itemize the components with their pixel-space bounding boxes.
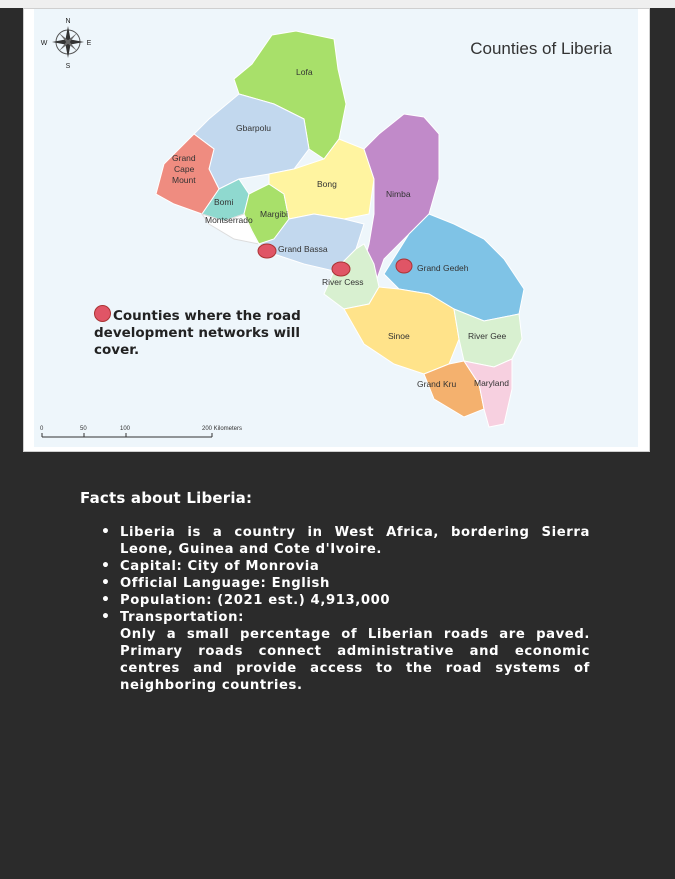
- top-border: [0, 0, 675, 8]
- label-lofa: Lofa: [296, 67, 313, 77]
- facts-list: [80, 524, 590, 694]
- label-margibi: Margibi: [260, 209, 288, 219]
- legend-text: Counties where the road development networks will cover.: [94, 308, 301, 358]
- fact-item-language: • Official Language: English: [120, 575, 590, 592]
- legend-dot-icon: [94, 305, 111, 322]
- label-grand-cape-mount-1: Grand: [172, 153, 196, 163]
- marker-grand-gedeh: [396, 259, 412, 273]
- map-area: [34, 9, 638, 447]
- compass-e: E: [86, 40, 92, 47]
- label-sinoe: Sinoe: [388, 331, 410, 341]
- compass-w: W: [40, 40, 48, 47]
- map-panel: [23, 8, 650, 452]
- label-grand-gedeh: Grand Gedeh: [417, 263, 469, 273]
- map-title: Counties of Liberia: [470, 39, 612, 58]
- compass-n: N: [65, 18, 71, 25]
- label-river-gee: River Gee: [468, 331, 507, 341]
- label-bomi: Bomi: [214, 197, 234, 207]
- map-legend: [94, 305, 334, 359]
- scale-0: 0: [40, 426, 44, 432]
- marker-river-cess: [332, 262, 350, 276]
- scale-bar: [40, 426, 242, 437]
- label-maryland: Maryland: [474, 378, 509, 388]
- facts-section: [80, 489, 590, 694]
- fact-item-location: • Liberia is a country in West Africa, bordering Sierra Leone, Guinea and Cote d'Ivoire.: [120, 524, 590, 558]
- fact-transport-label: • Transportation:: [120, 610, 244, 625]
- scale-200: 200 Kilometers: [202, 426, 243, 432]
- fact-item-population: • Population: (2021 est.) 4,913,000: [120, 592, 590, 609]
- label-montserrado: Montserrado: [205, 215, 253, 225]
- label-grand-cape-mount-3: Mount: [172, 175, 196, 185]
- fact-item-transportation: [120, 609, 590, 694]
- fact-transport-text: Only a small percentage of Liberian roads are paved. Primary roads connect administrative and economic centres and provide access to the road systems of neighboring countries.: [120, 627, 590, 693]
- label-grand-cape-mount-2: Cape: [174, 164, 195, 174]
- county-grand-cape-mount: [156, 134, 219, 214]
- label-nimba: Nimba: [386, 189, 411, 199]
- marker-grand-bassa: [258, 244, 276, 258]
- label-gbarpolu: Gbarpolu: [236, 123, 271, 133]
- label-grand-kru: Grand Kru: [417, 379, 457, 389]
- label-river-cess: River Cess: [322, 277, 364, 287]
- compass-icon: [41, 18, 92, 70]
- fact-item-capital: • Capital: City of Monrovia: [120, 558, 590, 575]
- label-bong: Bong: [317, 179, 337, 189]
- scale-100: 100: [120, 426, 131, 432]
- scale-50: 50: [80, 426, 87, 432]
- label-grand-bassa: Grand Bassa: [278, 244, 328, 254]
- liberia-map: [34, 9, 638, 447]
- facts-heading: Facts about Liberia:: [80, 489, 253, 507]
- compass-s: S: [65, 63, 71, 70]
